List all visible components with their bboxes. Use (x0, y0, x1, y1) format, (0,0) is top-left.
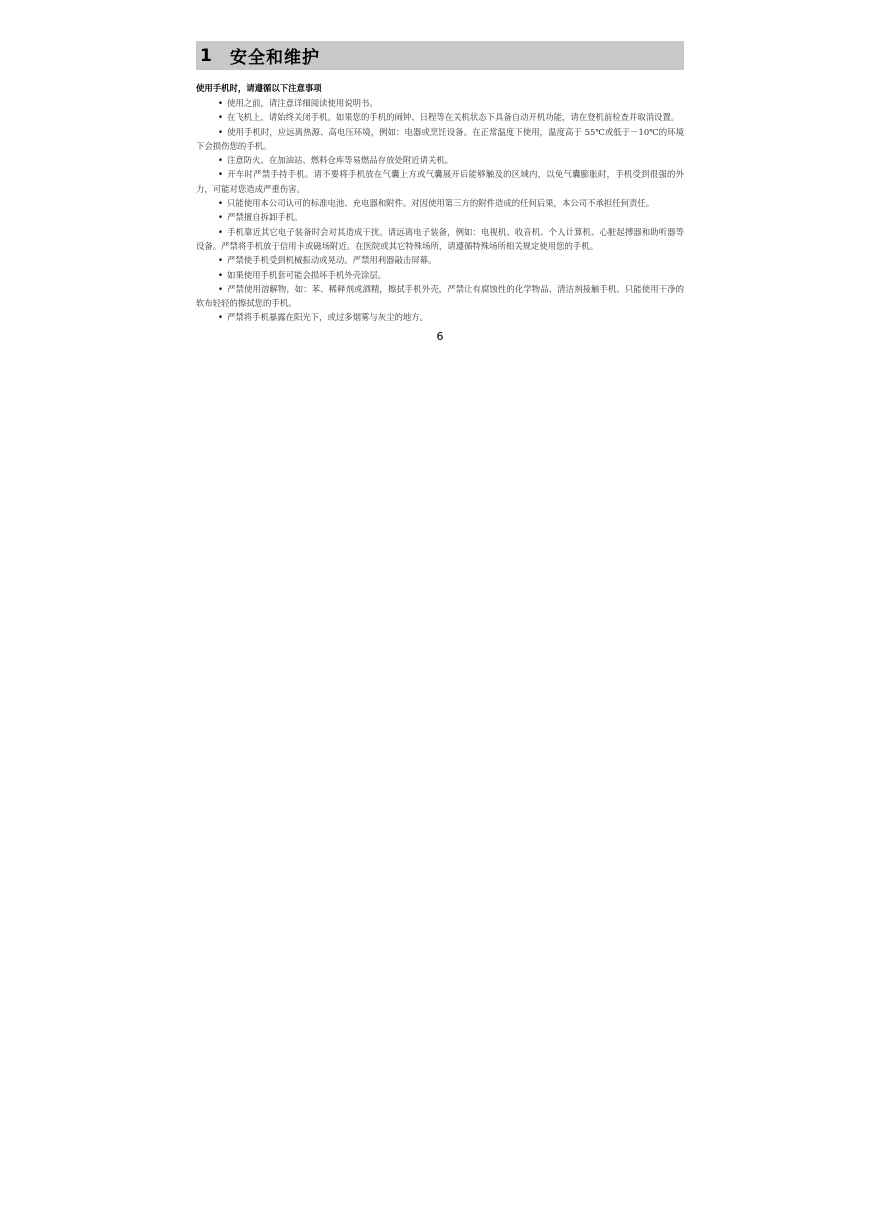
list-item-text: 严禁使手机受到机械振动或晃动。严禁用利器敲击屏幕。 (227, 255, 437, 266)
list-item (196, 96, 684, 110)
list-item (196, 282, 684, 311)
chapter-header-bar (196, 41, 684, 70)
bullet-icon: • (218, 283, 223, 294)
bullet-icon: • (218, 312, 223, 323)
list-item (196, 125, 684, 154)
list-item (196, 310, 684, 324)
list-item-text: 只能使用本公司认可的标准电池、充电器和附件。对因使用第三方的附件造成的任何后果，本公司不承担任何责任。 (227, 198, 655, 209)
bullet-icon: • (218, 155, 223, 166)
bullet-icon: • (218, 226, 223, 237)
list-item-text: 如果使用手机套可能会损坏手机外壳涂层。 (227, 269, 387, 280)
bullet-icon: • (218, 198, 223, 209)
list-item (196, 225, 684, 254)
bullet-icon: • (218, 169, 223, 180)
list-item-text: 严禁擅自拆卸手机。 (227, 212, 303, 223)
chapter-number: 1 (200, 45, 212, 66)
bullet-icon: • (218, 126, 223, 137)
list-item (196, 110, 684, 124)
precaution-list (196, 96, 684, 325)
list-item (196, 253, 684, 267)
section-heading: 使用手机时，请遵循以下注意事项 (196, 83, 322, 93)
list-item-text: 手机靠近其它电子装备时会对其造成干扰。请远离电子装备，例如：电视机、收音机、个人计算机、心脏起搏器和助听器等设备。严禁将手机放于信用卡或磁场附近。在医院或其它特殊场所，请遵循特殊场所相关规定使用您的手机。 (196, 226, 684, 251)
page-number: 6 (436, 329, 444, 343)
document-page (196, 41, 684, 343)
bullet-icon: • (218, 112, 223, 123)
list-item (196, 153, 684, 167)
list-item (196, 196, 684, 210)
bullet-icon: • (218, 269, 223, 280)
bullet-icon: • (218, 98, 223, 108)
list-item-text: 使用之前，请注意详细阅读使用说明书。 (227, 98, 378, 108)
list-item-text: 严禁使用溶解物，如：苯、稀释剂或酒精，擦拭手机外壳，严禁让有腐蚀性的化学物品、清洁剂接触手机。只能使用干净的软布轻轻的擦拭您的手机。 (196, 283, 684, 309)
bullet-icon: • (218, 212, 223, 223)
chapter-title: 安全和维护 (230, 48, 320, 68)
list-item (196, 210, 684, 224)
bullet-icon: • (218, 255, 223, 266)
list-item (196, 268, 684, 282)
list-item-text: 严禁将手机暴露在阳光下，或过多烟雾与灰尘的地方。 (227, 312, 428, 323)
list-item-text: 使用手机时，应远离热源、高电压环境，例如：电器或烹饪设备。在正常温度下使用，温度高于 55℃或低于－10℃的环境下会损伤您的手机。 (196, 126, 684, 151)
list-item-text: 开车时严禁手持手机。请不要将手机放在气囊上方或气囊展开后能够触及的区域内，以免气囊膨胀时，手机受到很强的外力，可能对您造成严重伤害。 (196, 169, 684, 194)
list-item-text: 注意防火。在加油站、燃料仓库等易燃品存放处附近请关机。 (227, 155, 454, 166)
list-item-text: 在飞机上，请始终关闭手机。如果您的手机的闹钟、日程等在关机状态下具备自动开机功能，请在登机前检查并取消设置。 (227, 112, 680, 123)
list-item (196, 167, 684, 196)
